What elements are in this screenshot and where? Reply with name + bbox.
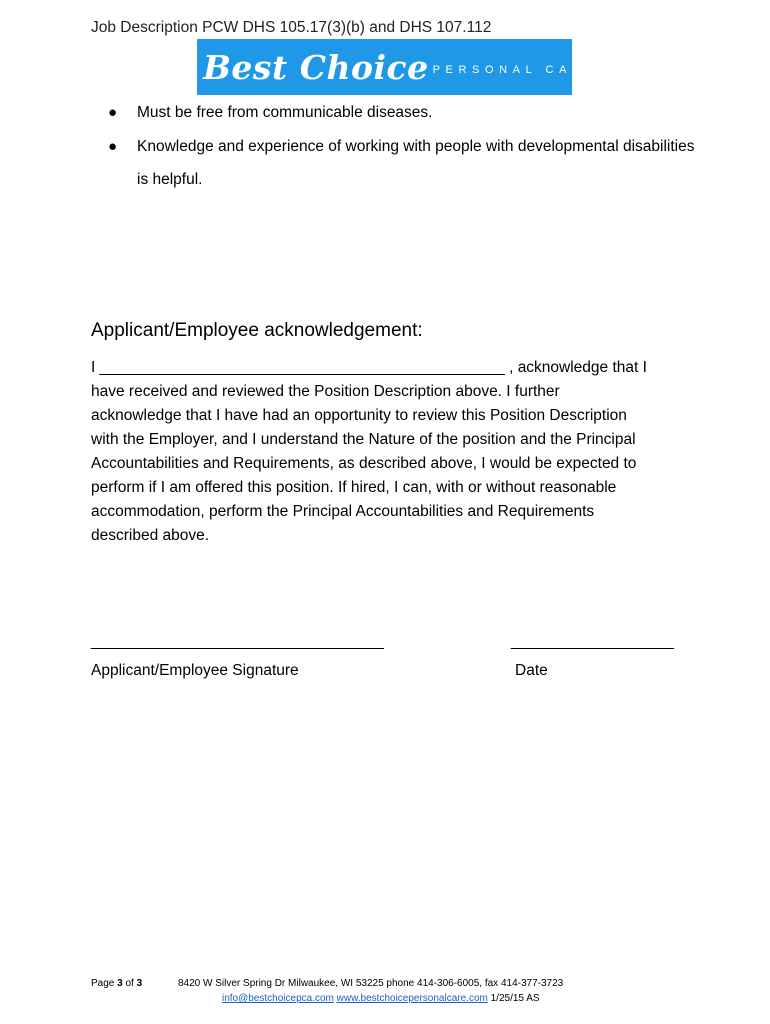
acknowledgement-heading: Applicant/Employee acknowledgement: (91, 320, 423, 341)
date-line: ____________________ (511, 633, 674, 650)
footer-address: 8420 W Silver Spring Dr Milwaukee, WI 53225 phone 414-306-6005, fax 414-377-3723 (178, 978, 564, 989)
list-item-text: Must be free from communicable diseases. (137, 104, 433, 121)
footer-contact (222, 993, 540, 1004)
date-label: Date (515, 662, 548, 679)
requirements-list (108, 96, 708, 197)
acknowledgement-line: acknowledge that I have had an opportunity to review this Position Description (91, 407, 627, 424)
page-header: Job Description PCW DHS 105.17(3)(b) and DHS 107.112 (91, 19, 492, 36)
page-of: of (122, 978, 137, 989)
logo-tagline: PERSONAL CARE LLC (432, 64, 645, 76)
page-current: 3 (117, 978, 123, 989)
website-link[interactable]: www.bestchoicepersonalcare.com (336, 993, 488, 1004)
revision-note: 1/25/15 AS (490, 993, 540, 1004)
acknowledgement-line: have received and reviewed the Position Description above. I further (91, 383, 560, 400)
page-number (91, 978, 142, 989)
acknowledgement-line: Accountabilities and Requirements, as described above, I would be expected to (91, 455, 637, 472)
acknowledgement-line: with the Employer, and I understand the Nature of the position and the Principal (91, 431, 636, 448)
bullet-icon: ● (108, 104, 118, 121)
acknowledgement-line: I _______________________________________________ , acknowledge that I (91, 359, 647, 376)
acknowledgement-line: perform if I am offered this position. If hired, I can, with or without reasonable (91, 479, 617, 496)
bullet-icon: ● (108, 138, 118, 155)
acknowledgement-line: accommodation, perform the Principal Accountabilities and Requirements (91, 503, 595, 520)
acknowledgement-body (91, 356, 681, 548)
list-item (108, 130, 708, 196)
signature-line: ____________________________________ (91, 633, 384, 650)
page-total: 3 (136, 978, 143, 989)
email-link[interactable]: info@bestchoicepca.com (222, 993, 334, 1004)
logo-script-text: Best Choice (203, 47, 429, 87)
acknowledgement-line: described above. (91, 527, 210, 544)
signature-label: Applicant/Employee Signature (91, 662, 299, 679)
company-logo (197, 39, 645, 95)
list-item (108, 96, 708, 129)
list-item-text: Knowledge and experience of working with people with developmental disabilities is helpful. (137, 138, 695, 188)
page-prefix: Page (91, 978, 118, 989)
